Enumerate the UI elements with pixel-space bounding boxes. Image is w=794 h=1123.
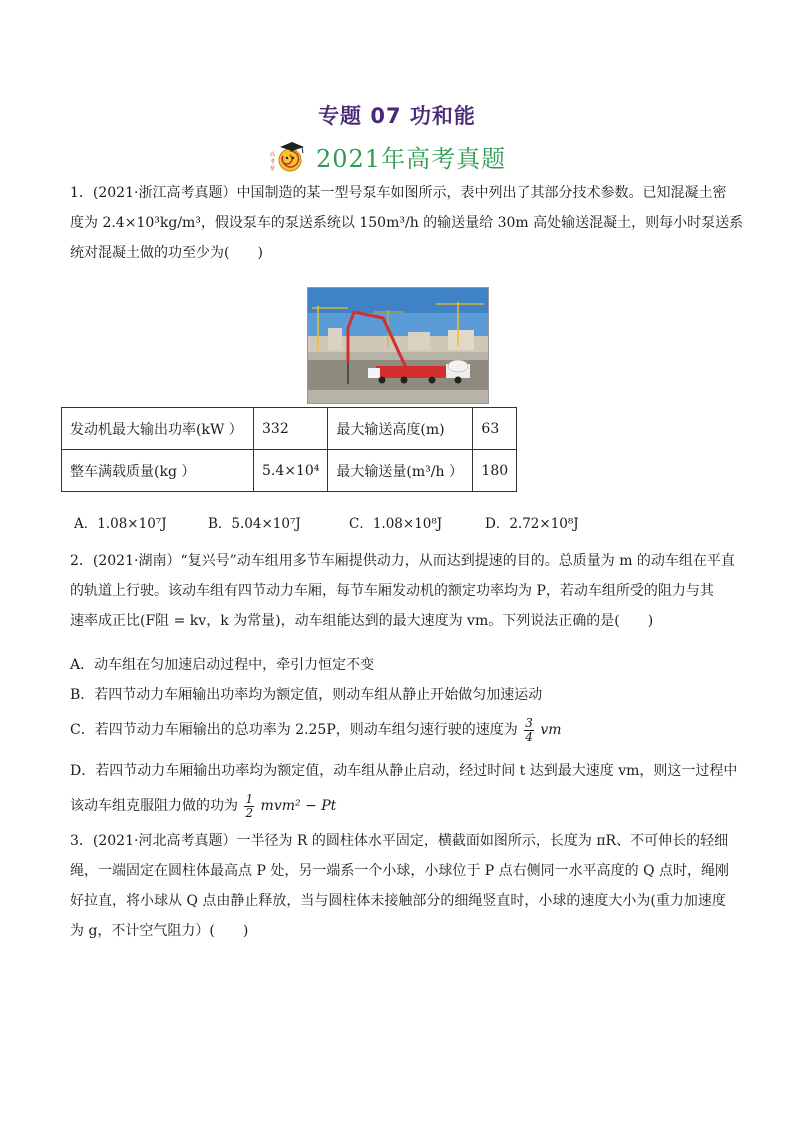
option-b[interactable]: B．5.04×10⁷J <box>208 516 301 532</box>
question-1-line: 统对混凝土做的功至少为( ) <box>70 245 263 261</box>
option-c-text: C．若四节动力车厢输出的总功率为 2.25P，则动车组匀速行驶的速度为 <box>70 722 518 738</box>
fraction-numerator: 3 <box>525 715 533 730</box>
table-cell: 发动机最大输出功率(kW ） <box>62 408 254 450</box>
question-2-line: 的轨道上行驶。该动车组有四节动力车厢，每节车厢发动机的额定功率均为 P，若动车组所受的阻力与其 <box>70 583 714 599</box>
question-2-line: 2．(2021·湖南）“复兴号”动车组用多节车厢提供动力，从而达到提速的目的。总质量为 m 的动车组在平直 <box>70 553 735 569</box>
svg-text:考: 考 <box>270 159 276 165</box>
section-banner <box>268 136 506 176</box>
option-a[interactable]: A．动车组在匀加速启动过程中，牵引力恒定不变 <box>70 657 375 673</box>
option-d-line-1[interactable]: D．若四节动力车厢输出功率均为额定值，动车组从静止启动，经过时间 t 达到最大速度 vm，则这一过程中 <box>70 763 738 779</box>
question-1-stem <box>70 178 744 268</box>
fraction-denominator: 2 <box>245 805 254 820</box>
fraction-numerator: 1 <box>245 791 254 806</box>
question-1-options <box>74 512 734 536</box>
question-1-line: 1．(2021·浙江高考真题）中国制造的某一型号泵车如图所示，表中列出了其部分技术参数。已知混凝土密 <box>70 185 727 201</box>
option-d-tail: mvm² − Pt <box>260 798 337 814</box>
page-title: 专题 07 功和能 <box>318 104 476 128</box>
fraction <box>244 793 254 820</box>
option-c-tail: vm <box>540 722 562 738</box>
option-d[interactable]: D．2.72×10⁸J <box>485 516 579 532</box>
question-3-line: 3．(2021·河北高考真题）一半径为 R 的圆柱体水平固定，横截面如图所示，长度为 πR、不可伸长的轻细 <box>70 833 729 849</box>
question-3-stem <box>70 826 728 946</box>
table-cell: 5.4×10⁴ <box>254 450 328 492</box>
question-2-stem <box>70 546 735 636</box>
fraction <box>524 717 534 744</box>
table-cell: 最大输送量(m³/h ） <box>328 450 473 492</box>
question-1-line: 度为 2.4×10³kg/m³，假设泵车的泵送系统以 150m³/h 的输送量给 30m 高处输送混凝土，则每小时泵送系 <box>70 215 744 231</box>
option-d-line-2[interactable] <box>70 786 728 826</box>
question-2-options <box>70 650 738 826</box>
table-cell: 最大输送高度(m) <box>328 408 473 450</box>
table-cell: 整车满载质量(kg ） <box>62 450 254 492</box>
svg-text:高: 高 <box>270 152 276 158</box>
table-cell: 332 <box>254 408 328 450</box>
question-3-line: 绳，一端固定在圆柱体最高点 P 处，另一端系一个小球，小球位于 P 点右侧同一水平高度的 Q 点时，绳刚 <box>70 863 730 879</box>
banner-title: 2021年高考真题 <box>316 144 507 173</box>
option-c[interactable]: C．1.08×10⁸J <box>349 516 443 532</box>
table-row <box>62 450 517 492</box>
specs-table <box>61 407 517 492</box>
fraction-denominator: 4 <box>525 729 533 744</box>
question-3-line: 好拉直，将小球从 Q 点由静止释放，当与圆柱体未接触部分的细绳竖直时，小球的速度大小为(重力加速度 <box>70 893 726 909</box>
table-cell: 63 <box>473 408 517 450</box>
table-cell: 180 <box>473 450 517 492</box>
question-2-line: 速率成正比(F阻 = kv，k 为常量)，动车组能达到的最大速度为 vm。下列说法正确的是( ) <box>70 613 654 629</box>
svg-text:帮: 帮 <box>270 166 276 172</box>
table-row <box>62 408 517 450</box>
concrete-pump-truck-photo <box>307 287 489 404</box>
option-b[interactable]: B．若四节动力车厢输出功率均为额定值，则动车组从静止开始做匀加速运动 <box>70 687 543 703</box>
question-3-line: 为 g，不计空气阻力）( ) <box>70 923 249 939</box>
option-c[interactable] <box>70 710 728 750</box>
option-d-text: 该动车组克服阻力做的功为 <box>70 798 238 814</box>
option-a[interactable]: A．1.08×10⁷J <box>74 516 167 532</box>
graduation-cap-mascot-icon <box>268 136 308 176</box>
